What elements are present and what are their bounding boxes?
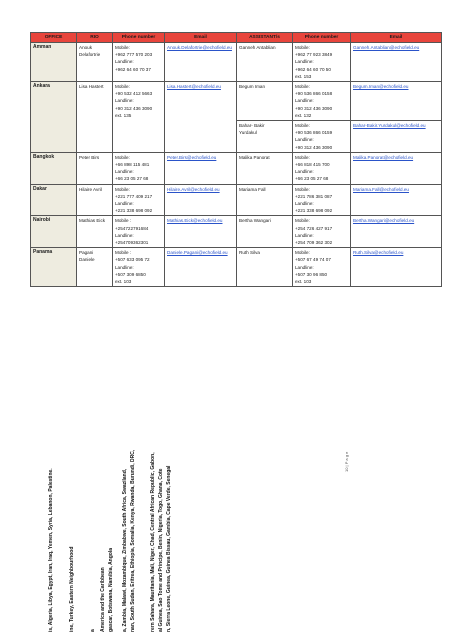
assistant-name-line: Malika Panorat — [239, 154, 270, 160]
country-list-line: rern Sahara, Mauritania, Mali, Niger, Chad, Central African Republic, Gabon, — [150, 452, 156, 632]
phone-line: Mobile: — [295, 154, 310, 160]
phone-line: +507 309 6850 — [115, 271, 146, 277]
office-name: Amman — [33, 44, 52, 50]
email-link[interactable]: Begum.Iman@echofield.eu — [353, 84, 409, 90]
rio-email-cell — [165, 82, 237, 121]
phone-line: Landline: — [115, 201, 134, 207]
assistant-name-cell — [237, 248, 293, 287]
phone-line: Mobile: — [295, 84, 310, 90]
office-name: Panama — [33, 249, 53, 256]
phone-line: +90 312 436 3090 — [295, 144, 333, 150]
rio-name-cell — [77, 121, 113, 153]
phone-line: +254722791684 — [115, 225, 149, 231]
contacts-table — [30, 32, 442, 287]
rio-name-line: Hilaire Avril — [79, 186, 102, 192]
assistant-name-cell — [237, 121, 293, 153]
office-name: Ankara — [33, 83, 50, 90]
phone-line: +90 312 436 3090 — [295, 105, 333, 111]
country-list-line: America and the Caribbean — [100, 567, 106, 632]
office-name: Nairobi — [33, 217, 51, 224]
country-list-line: n, Sierra Leone, Guinea, Guinea Bissau, Gambia, Cape Verde, Senegal — [166, 465, 172, 632]
office-name-cell — [31, 184, 77, 216]
assistant-phone-cell — [293, 184, 351, 216]
phone-line: +962 77 923 3849 — [295, 52, 333, 58]
country-list-line: a — [90, 629, 96, 632]
phone-line: +962 777 570 203 — [115, 52, 153, 58]
phone-line: Mobile: — [115, 186, 130, 192]
table-row — [31, 152, 442, 184]
assistant-email-cell — [351, 248, 442, 287]
assistant-name-line: Bahar- Bakir — [239, 123, 265, 129]
country-list-line: a, Zambia, Malawi, Mozambique, Zimbabwe, South Africa, Swaziland, — [122, 468, 128, 632]
assistant-name-line: Ruth Silva — [239, 250, 260, 256]
email-link[interactable]: Daniele.Pagani@echofield.eu — [167, 250, 228, 256]
assistant-email-cell — [351, 184, 442, 216]
office-name-cell — [31, 121, 77, 153]
assistant-phone-cell — [293, 152, 351, 184]
email-link[interactable]: Mariama.Fall@echofield.eu — [353, 186, 409, 192]
rio-name-line: Anouk — [79, 45, 93, 50]
assistant-email-cell — [351, 152, 442, 184]
phone-line: Landline: — [295, 137, 314, 143]
phone-line: Landline: — [115, 232, 134, 238]
assistant-email-cell — [351, 43, 442, 82]
office-name-cell — [31, 43, 77, 82]
email-link[interactable]: Peter.Birs@echofield.eu — [167, 154, 217, 160]
rio-phone-cell — [113, 184, 165, 216]
rio-name-cell — [77, 184, 113, 216]
phone-line: Landline: — [295, 59, 314, 65]
phone-line: Landline: — [115, 59, 134, 65]
phone-line: +254 726 427 917 — [295, 225, 333, 231]
phone-line: ext. 135 — [115, 112, 132, 118]
phone-line: Mobile: — [295, 186, 310, 192]
office-name-cell — [31, 216, 77, 248]
assistant-email-cell — [351, 121, 442, 153]
page-number: 10 | P a g e — [344, 451, 349, 472]
phone-line: Landline: — [115, 169, 134, 175]
phone-line: Mobile: — [295, 45, 310, 50]
phone-line: Landline: — [295, 201, 314, 207]
rio-email-cell — [165, 43, 237, 82]
rio-name-cell — [77, 82, 113, 121]
email-link[interactable]: Bertha.Wangari@echofield.eu — [353, 218, 415, 224]
assistant-name-line: Ganneh Antablian — [239, 45, 276, 50]
table-row — [31, 82, 442, 121]
phone-line: +221 786 381 087 — [295, 193, 333, 199]
rio-name-cell — [77, 43, 113, 82]
assistant-name-cell — [237, 184, 293, 216]
phone-line: +221 338 698 092 — [115, 208, 153, 214]
email-link[interactable]: Bahar-Bakir.Yurdakul@echofield.eu — [353, 123, 426, 129]
phone-line: Landline: — [295, 264, 314, 270]
phone-line: Mobile: — [115, 45, 130, 50]
phone-line: Landline: — [295, 232, 314, 238]
phone-line: +90 536 866 0159 — [295, 130, 333, 136]
rio-name-line: Daniele — [79, 257, 95, 263]
phone-line: Landline: — [295, 98, 314, 104]
phone-line: Mobile: — [295, 250, 310, 256]
table-row — [31, 184, 442, 216]
phone-line: ext. 103 — [115, 279, 132, 285]
email-link[interactable]: Mathias.Eick@echofield.eu — [167, 218, 223, 224]
assistant-name-line: Yurdakul — [239, 130, 257, 136]
header-rio: RIO — [77, 33, 113, 43]
assistant-phone-cell — [293, 248, 351, 287]
country-list-line: nan, South Sudan, Eritrea, Ethiopia, Somalia, Kenya, Rwanda, Burundi, DRC, — [130, 449, 136, 632]
phone-line: +962 64 60 70 37 — [115, 66, 151, 72]
rio-email-cell — [165, 248, 237, 287]
phone-line: Mobile: — [295, 123, 310, 129]
table-header-row — [31, 33, 442, 43]
phone-line: +507 67 49 74 07 — [295, 257, 331, 263]
phone-line: +507 30 96 850 — [295, 271, 328, 277]
rio-phone-cell — [113, 152, 165, 184]
rio-name-cell — [77, 152, 113, 184]
assistant-phone-cell — [293, 43, 351, 82]
assistant-name-cell — [237, 152, 293, 184]
phone-line: +90 536 866 0158 — [295, 91, 333, 97]
country-list-line: gascar, Botswana, Namibia, Angola — [108, 547, 114, 632]
office-name-cell — [31, 82, 77, 121]
email-link[interactable]: Ganneh.Antablian@echofield.eu — [353, 45, 420, 50]
rio-phone-cell — [113, 82, 165, 121]
rio-email-cell — [165, 152, 237, 184]
email-link[interactable]: Lisa.Hastert@echofield.eu — [167, 84, 221, 90]
header-assistant-email: Email — [351, 33, 442, 43]
header-phone: Phone number — [113, 33, 165, 43]
phone-line: +221 777 409 217 — [115, 193, 153, 199]
phone-line: +66 898 115 481 — [115, 162, 150, 168]
table-row — [31, 121, 442, 153]
assistant-name-line: Mariama Fall — [239, 186, 266, 192]
assistant-name-cell — [237, 43, 293, 82]
phone-line: Mobile : — [115, 250, 132, 256]
phone-line: Landline: — [115, 98, 134, 104]
assistant-name-line: Bertha Wangari — [239, 218, 271, 224]
rio-name-line: Peter Birs — [79, 154, 100, 160]
phone-line: +90 312 436 3090 — [115, 105, 153, 111]
rio-name-line: Mathias Eick — [79, 218, 106, 224]
assistant-name-line: Begum Iman — [239, 84, 266, 90]
phone-line: +254 709 362 302 — [295, 240, 333, 246]
phone-line: ext. 132 — [295, 112, 312, 118]
office-name: Bangkok — [33, 153, 55, 160]
email-link[interactable]: Ruth.Silva@echofield.eu — [353, 250, 404, 256]
rio-phone-cell — [113, 248, 165, 287]
rio-name-line: Pagani — [79, 250, 94, 256]
rio-email-cell — [165, 121, 237, 153]
email-link[interactable]: Hilaire.Avril@echofield.eu — [167, 186, 220, 192]
rio-email-cell — [165, 184, 237, 216]
phone-line: +90 532 412 5663 — [115, 91, 153, 97]
phone-line: +66 23 05 27 68 — [115, 176, 149, 182]
office-name-cell — [31, 152, 77, 184]
office-name-cell — [31, 248, 77, 287]
rio-name-line: Lisa Hastert — [79, 84, 104, 90]
rio-name-cell — [77, 216, 113, 248]
table-row — [31, 216, 442, 248]
rio-phone-cell — [113, 121, 165, 153]
assistant-phone-cell — [293, 121, 351, 153]
phone-line: ext. 153 — [295, 73, 312, 79]
phone-line: Mobile: — [115, 154, 130, 160]
country-list-line: al Guinea, Sao Tome and Principe, Benin, Nigeria, Togo, Ghana, Cote — [158, 468, 164, 632]
header-assistant-phone: Phone number — [293, 33, 351, 43]
phone-line: +254709362301 — [115, 240, 149, 246]
phone-line: ext. 103 — [295, 279, 312, 285]
rio-phone-cell — [113, 216, 165, 248]
phone-line: +221 338 698 092 — [295, 208, 333, 214]
country-list-line: ine, Turkey, Eastern Neighbourhood — [69, 546, 75, 632]
phone-line: Landline: — [115, 264, 134, 270]
header-office: OFFICE — [31, 33, 77, 43]
email-link[interactable]: Anouk.Delafortrie@echofield.eu — [167, 45, 232, 50]
rio-name-line: Delafortrie — [79, 52, 101, 58]
assistant-name-cell — [237, 216, 293, 248]
assistant-phone-cell — [293, 82, 351, 121]
phone-line: +962 64 60 70 50 — [295, 66, 331, 72]
phone-line: +66 818 415 700 — [295, 162, 330, 168]
assistant-phone-cell — [293, 216, 351, 248]
rio-email-cell — [165, 216, 237, 248]
assistant-email-cell — [351, 82, 442, 121]
table-row — [31, 248, 442, 287]
assistant-name-cell — [237, 82, 293, 121]
header-email: Email — [165, 33, 237, 43]
country-list-line: is, Algeria, Libya, Egypt, Iran, Iraq, Yemen, Syria, Lebanon, Palestine. — [48, 468, 54, 632]
header-assistants: ASSISTANT/s — [237, 33, 293, 43]
phone-line: +507 633 095 72 — [115, 257, 150, 263]
table-row — [31, 43, 442, 82]
phone-line: +66 23 05 27 68 — [295, 176, 329, 182]
office-name: Dakar — [33, 185, 47, 192]
phone-line: Mobile: — [115, 84, 130, 90]
phone-line: Mobile : — [115, 218, 132, 224]
phone-line: Landline: — [295, 169, 314, 175]
rio-name-cell — [77, 248, 113, 287]
assistant-email-cell — [351, 216, 442, 248]
phone-line: Mobile: — [295, 218, 310, 224]
email-link[interactable]: Malika.Panorat@echofield.eu — [353, 154, 414, 160]
rio-phone-cell — [113, 43, 165, 82]
